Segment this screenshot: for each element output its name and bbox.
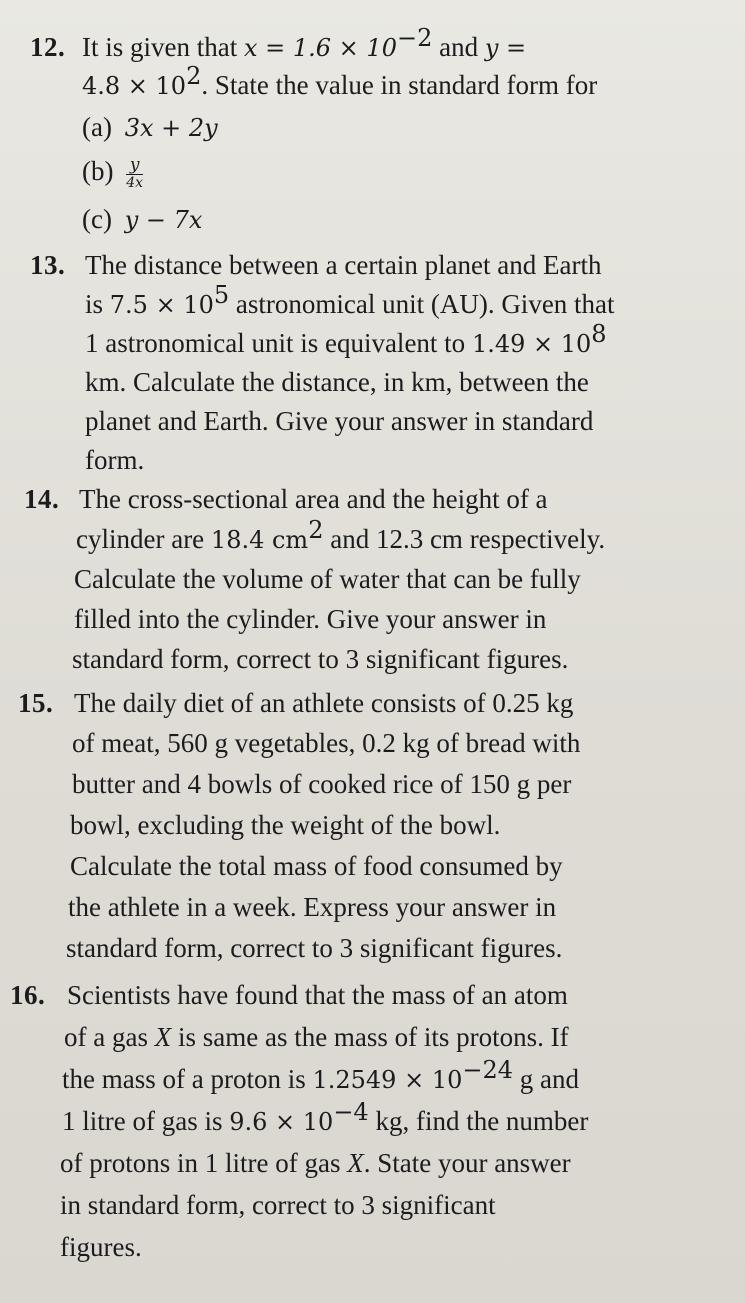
question-line: filled into the cylinder. Give your answer in xyxy=(74,604,547,634)
question-line: planet and Earth. Give your answer in standard xyxy=(85,406,594,436)
question-line: the mass of a proton is $1.2549 \times 10^{-24}$ g and xyxy=(62,1056,579,1094)
question-number: 15. xyxy=(18,688,54,718)
question-16 xyxy=(10,976,740,1286)
sub-question-c: (c) y − 7x xyxy=(82,204,203,234)
question-line: is $7.5 \times 10^5$ astronomical unit (AU). Given that xyxy=(85,281,615,319)
question-line: butter and 4 bowls of cooked rice of 150 g per xyxy=(72,769,572,799)
sub-question-b: (b) $\frac{y}{4x}$ xyxy=(82,154,144,191)
question-line: of meat, 560 g vegetables, 0.2 kg of bread with xyxy=(72,728,581,758)
question-line: figures. xyxy=(60,1232,142,1262)
question-line: bowl, excluding the weight of the bowl. xyxy=(70,810,501,840)
question-number: 12. xyxy=(30,32,66,62)
question-14 xyxy=(24,480,734,680)
question-line: of protons in 1 litre of gas X. State your answer xyxy=(60,1148,571,1178)
sub-question-a: (a) 3x + 2y xyxy=(82,112,218,142)
question-line: It is given that $x = 1.6 \times 10^{-2}$ and y = xyxy=(82,24,527,62)
question-line: standard form, correct to 3 significant figures. xyxy=(66,933,563,963)
question-number: 13. xyxy=(30,250,66,280)
question-12 xyxy=(30,24,730,243)
question-line: the athlete in a week. Express your answer in xyxy=(68,892,557,922)
question-line: in standard form, correct to 3 significant xyxy=(60,1190,496,1220)
question-line: 1 litre of gas is $9.6 \times 10^{-4}$ kg, find the number xyxy=(62,1098,589,1136)
question-line: 1 astronomical unit is equivalent to $1.49 \times 10^8$ xyxy=(85,320,607,358)
question-13 xyxy=(30,246,730,486)
question-line: The daily diet of an athlete consists of 0.25 kg xyxy=(74,688,574,718)
question-15 xyxy=(18,684,738,974)
fraction: $\frac{y}{4x}$ xyxy=(126,154,144,191)
question-number: 14. xyxy=(24,484,60,514)
question-line: Calculate the volume of water that can be fully xyxy=(74,564,581,594)
question-number: 16. xyxy=(10,980,46,1010)
question-line: of a gas X is same as the mass of its protons. If xyxy=(64,1022,569,1052)
question-line: Scientists have found that the mass of an atom xyxy=(67,980,568,1010)
question-line: standard form, correct to 3 significant figures. xyxy=(72,644,569,674)
question-line: cylinder are 18.4 $cm^2$ and 12.3 cm respectively. xyxy=(76,516,606,554)
question-line: The cross-sectional area and the height of a xyxy=(79,484,548,514)
question-line: form. xyxy=(85,445,145,475)
question-line: Calculate the total mass of food consumed by xyxy=(70,851,563,881)
question-line: km. Calculate the distance, in km, between the xyxy=(85,367,589,397)
question-line: $4.8 \times 10^2$. State the value in standard form for xyxy=(82,62,598,100)
question-line: The distance between a certain planet and Earth xyxy=(85,250,602,280)
